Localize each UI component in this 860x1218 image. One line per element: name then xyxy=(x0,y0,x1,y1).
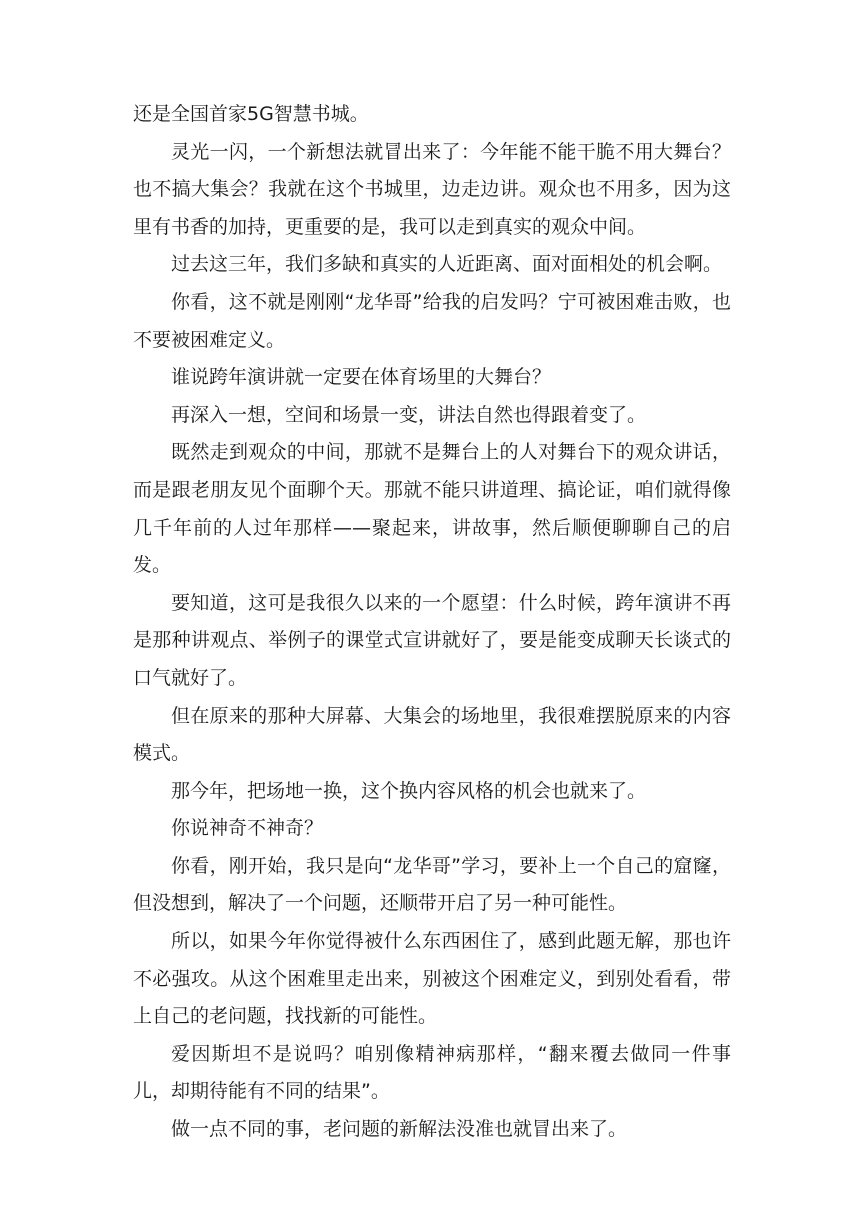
paragraph: 做一点不同的事，老问题的新解法没准也就冒出来了。 xyxy=(171,1118,628,1141)
paragraph: 要知道，这可是我很久以来的一个愿望：什么时候，跨年演讲不再是那种讲观点、举例子的课堂式宣讲就好了，要是能变成聊天长谈式的口气就好了。 xyxy=(133,591,731,689)
paragraph: 谁说跨年演讲就一定要在体育场里的大舞台？ xyxy=(171,366,552,389)
document-body xyxy=(133,96,731,1149)
paragraph: 你看，这不就是刚刚“龙华哥”给我的启发吗？宁可被困难击败，也不要被困难定义。 xyxy=(133,290,731,351)
paragraph: 但在原来的那种大屏幕、大集会的场地里，我很难摆脱原来的内容模式。 xyxy=(133,704,731,765)
paragraph-continuation: 还是全国首家5G智慧书城。 xyxy=(133,103,369,125)
paragraph: 再深入一想，空间和场景一变，讲法自然也得跟着变了。 xyxy=(171,403,647,426)
paragraph: 所以，如果今年你觉得被什么东西困住了，感到此题无解，那也许不必强攻。从这个困难里走出来，别被这个困难定义，到别处看看，带上自己的老问题，找找新的可能性。 xyxy=(133,930,731,1028)
paragraph: 灵光一闪，一个新想法就冒出来了：今年能不能干脆不用大舞台？也不搞大集会？我就在这个书城里，边走边讲。观众也不用多，因为这里有书香的加持，更重要的是，我可以走到真实的观众中间。 xyxy=(133,140,731,238)
paragraph: 爱因斯坦不是说吗？咱别像精神病那样，“翻来覆去做同一件事儿，却期待能有不同的结果”。 xyxy=(133,1042,731,1103)
paragraph: 你说神奇不神奇？ xyxy=(171,817,324,840)
paragraph: 既然走到观众的中间，那就不是舞台上的人对舞台下的观众讲话，而是跟老朋友见个面聊个天。那就不能只讲道理、搞论证，咱们就得像几千年前的人过年那样——聚起来，讲故事，然后顺便聊聊自己的启发。 xyxy=(133,441,731,577)
paragraph: 你看，刚开始，我只是向“龙华哥”学习，要补上一个自己的窟窿，但没想到，解决了一个问题，还顺带开启了另一种可能性。 xyxy=(133,854,731,915)
paragraph: 那今年，把场地一换，这个换内容风格的机会也就来了。 xyxy=(171,779,647,802)
paragraph: 过去这三年，我们多缺和真实的人近距离、面对面相处的机会啊。 xyxy=(171,253,723,276)
